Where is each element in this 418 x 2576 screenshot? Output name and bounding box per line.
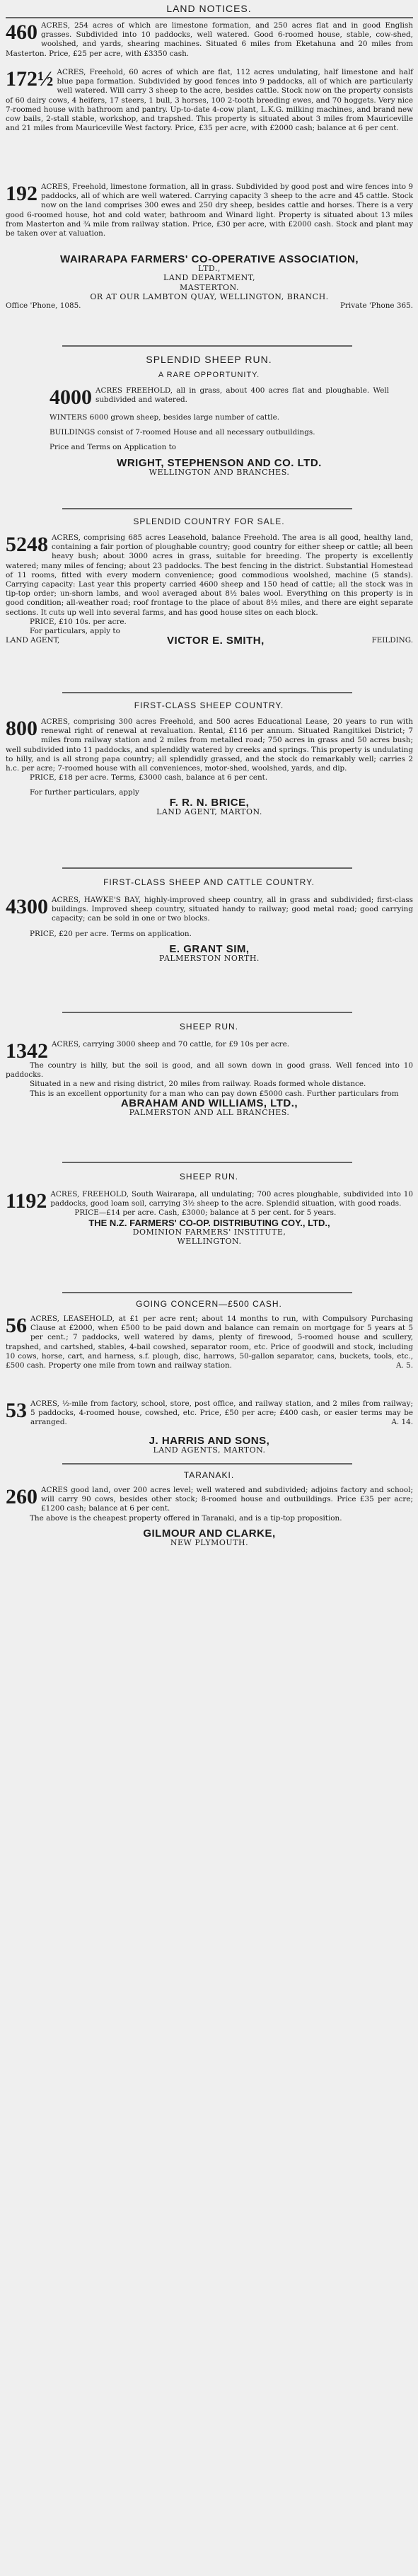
opportunity-line: This is an excellent opportunity for a man who can pay down £5000 cash. Further particulars from: [30, 1089, 399, 1098]
ad-53-acres: [6, 1399, 413, 1428]
town: FEILDING.: [371, 636, 413, 645]
ad-4300-acres: [6, 896, 413, 963]
land-department: LAND DEPARTMENT,: [163, 273, 255, 283]
ad-text: ACRES FREEHOLD, all in grass, about 400 acres flat and ploughable. Well subdivided and watered.: [95, 386, 389, 405]
ad-text: ACRES, Freehold, limestone formation, all in grass. Subdivided by good post and wire fences into 9 paddocks, all of which are well watered. Carrying capacity 3 sheep to the acre and 45 cattle. Stock now on the land comprises 300 ewes and 250 dry sheep, besides cattle and horses. There is a very good 6-roomed house, hot and cold water, bathroom and Winard light. Property is situated about 13 miles from Masterton and ¾ mile from railway station. Price, £30 per acre, with £2000 cash. Stock and plant may be taken over at valuation.: [6, 183, 413, 238]
winters-line: WINTERS 6000 grown sheep, besides large number of cattle.: [50, 413, 280, 422]
firm-name: F. R. N. BRICE,: [169, 796, 250, 809]
section-rule: [62, 692, 352, 693]
firm-ltd: LTD.,: [198, 264, 221, 274]
section-rule: [62, 867, 352, 869]
phone-row: [6, 301, 413, 311]
wairarapa-signature: [6, 255, 413, 311]
price-line: PRICE, £20 per acre. Terms on application.: [30, 929, 192, 938]
acreage-1342: 1342: [6, 1039, 48, 1063]
ad-text: ACRES, 254 acres of which are limestone formation, and 250 acres flat and in good English grasses. Subdivided into 10 paddocks, well watered. Good 6-roomed house, stable, cow-shed, woolshed, and yards, shearing machines. Situated 6 miles from Eketahuna and 20 miles from Masterton. Price, £25 per acre, with £3350 cash.: [6, 21, 413, 58]
ad-text: ACRES, FREEHOLD, South Wairarapa, all undulating; 700 acres ploughable, subdivided into 10 paddocks, good loam soil, carrying 3½ sheep to the acre. Splendid situation, with good roads.: [50, 1190, 413, 1208]
acreage-4300: 4300: [6, 895, 48, 918]
section-rule: [62, 1162, 352, 1163]
agent-label: LAND AGENT,: [6, 636, 60, 645]
ad-5248-acres: [6, 533, 413, 645]
acreage-56: 56: [6, 1314, 27, 1337]
ad-body: ACRES, LEASEHOLD, at £1 per acre rent; about 14 months to run, with Compulsory Purchasing Clause at £2000, when £500 to be paid down and balance can remain on mortgage for 5 years at 5 per cent.; 7 paddocks, well watered by dams, plenty of firewood, 5-roomed house and scullery, trapshed, and cartshed, stables, 4-bail cowshed, separator room, etc. Price of goodwill and stock, including 10 cows, horse, cart, and harness, s.f. plough, disc, harrows, 50-gallon separator, cans, buckets, tools, etc., £500 cash. Property one mile from town and railway station.: [6, 1315, 413, 1370]
particulars-line: For further particulars, apply: [30, 788, 139, 797]
firm-name: GILMOUR AND CLARKE,: [143, 1527, 276, 1540]
section-rule: [62, 1463, 352, 1465]
section-rule: [62, 345, 352, 347]
cheapest-line: The above is the cheapest property offered in Taranaki, and is a tip-top proposition.: [30, 1513, 342, 1523]
section-rule: [62, 1012, 352, 1013]
acreage-192: 192: [6, 182, 37, 205]
ad-text: ACRES, carrying 3000 sheep and 70 cattle, for £9 10s per acre.: [52, 1040, 290, 1049]
ad-text: ACRES, Freehold, 60 acres of which are flat, 112 acres undulating, half limestone and half blue papa formation. Subdivided by good fences into 9 paddocks, all of which are particularly well watered. Will carry 3 sheep to the acre, besides cattle. Stock now on the property consists of 60 dairy cows, 4 heifers, 17 steers, 1 bull, 3 horses, 100 2-tooth breeding ewes, and 70 hoggets. Very nice 7-roomed house with bathroom and pantry. Up-to-date 4-cow plant, L.K.G. milking machines, and brand new cow bails, 2-stall stable, workshop, and trapshed. This property is situated about 3 miles from Mauriceville and 21 miles from Mauriceville West factory. Price, £35 per acre, with £2000 cash; balance at 6 per cent.: [6, 68, 413, 133]
ad-text: ACRES, comprising 300 acres Freehold, and 500 acres Educational Lease, 20 years to run with renewal right of renewal at revaluation. Rental, £116 per annum. Situated Rangitikei District; 7 miles from railway station and 2 miles from metalled road; 750 acres in grass and 50 acres bush; well subdivided into 11 paddocks, and splendidly watered by creeks and springs. This property is undulating to hilly, and is all strong papa country; all splendidly grassed, and the stock do remarkably well; carries 2 h.c. per acre; 7-roomed house with all conveniences, motor-shed, woolshed, yards, and dip.: [6, 717, 413, 773]
acreage-53: 53: [6, 1399, 27, 1422]
town: WELLINGTON AND BRANCHES.: [149, 467, 290, 477]
firm-name: E. GRANT SIM,: [169, 942, 250, 955]
firm-name: J. HARRIS AND SONS,: [149, 1435, 270, 1447]
ad-192-acres: [6, 183, 413, 238]
ad-ref: A. 14.: [391, 1418, 413, 1427]
town: PALMERSTON AND ALL BRANCHES.: [129, 1108, 290, 1118]
header-rule: [6, 17, 413, 18]
section-title: FIRST-CLASS SHEEP COUNTRY.: [134, 700, 284, 710]
ad-text: ACRES, HAWKE'S BAY, highly-improved sheep country, all in grass and subdivided; first-class buildings. Improved sheep country, situated handy to railway; good metal road; good carrying capacity; can be sold in one or two blocks.: [52, 896, 413, 923]
ad-ref: A. 5.: [395, 1361, 413, 1370]
town: WELLINGTON.: [177, 1237, 242, 1247]
harris-signature: [6, 1436, 413, 1455]
branch: OR AT OUR LAMBTON QUAY, WELLINGTON, BRANCH.: [90, 291, 329, 301]
country-line: The country is hilly, but the soil is good, and all sown down in good grass. Well fenced into 10 paddocks.: [6, 1061, 413, 1080]
agent-label: LAND AGENTS, MARTON.: [153, 1445, 266, 1455]
firm-name: VICTOR E. SMITH,: [167, 635, 265, 647]
buildings-line: BUILDINGS consist of 7-roomed House and all necessary outbuildings.: [50, 428, 315, 437]
town: MASTERTON.: [180, 282, 239, 292]
agent-label: LAND AGENT, MARTON.: [156, 807, 262, 816]
ad-text: [6, 1399, 413, 1428]
ad-260-acres: [6, 1486, 413, 1547]
ad-1192-acres: [6, 1190, 413, 1246]
firm-name: WAIRARAPA FARMERS' CO-OPERATIVE ASSOCIATION,: [60, 253, 359, 265]
price-line: PRICE, £18 per acre. Terms, £3000 cash, balance at 6 per cent.: [30, 773, 268, 782]
signature-row: [6, 636, 413, 645]
acreage-5248: 5248: [6, 533, 48, 556]
ad-4000-acres: [50, 386, 389, 477]
ad-text: [6, 1315, 413, 1370]
acreage-4000: 4000: [50, 386, 92, 409]
firm-name: THE N.Z. FARMERS' CO-OP. DISTRIBUTING COY., LTD.,: [88, 1217, 330, 1228]
page-header: LAND NOTICES.: [166, 3, 252, 14]
section-title: SHEEP RUN.: [179, 1022, 239, 1032]
particulars-line: For particulars, apply to: [30, 627, 120, 636]
section-title: TARANAKI.: [183, 1470, 235, 1480]
ad-text: ACRES, comprising 685 acres Leasehold, balance Freehold. The area is all good, healthy land, containing a fair portion of ploughable country; good country for either sheep or cattle; all been heavy bush; about 3000 acres in grass, suitable for breeding. The property is excellently watered; many miles of fencing; about 23 paddocks. The best fencing in the district. Substantial Homestead of 11 rooms, fitted with every modern convenience; good commodious woolshed, machine (5 stands). Carrying capacity: Last year this property carried 4600 sheep and 150 head of cattle; all the stock was in tip-top order; un-shorn lambs, and wool averaged about 8½ bales wool. Everything on this property is in good condition; all-weather road; roof frontage to the place of about 8½ miles, and there are eight separate sections. It cuts up well into several farms, and has good house sites on each block.: [6, 533, 413, 617]
town: PALMERSTON NORTH.: [159, 954, 260, 964]
price-line: PRICE—£14 per acre. Cash, £3000; balance at 5 per cent. for 5 years.: [74, 1208, 337, 1218]
acreage-800: 800: [6, 717, 37, 740]
ad-460-acres: [6, 21, 413, 59]
section-title: GOING CONCERN—£500 CASH.: [136, 1299, 282, 1309]
acreage-260: 260: [6, 1485, 37, 1508]
acreage-1192: 1192: [6, 1189, 47, 1213]
ad-56-acres: [6, 1315, 413, 1370]
ad-text: ACRES good land, over 200 acres level; well watered and subdivided; adjoins factory and school; will carry 90 cows, besides other stock; 8-roomed house and outbuildings. Price £35 per acre; £1200 cash; balance at 6 per cent.: [41, 1486, 413, 1513]
ad-800-acres: [6, 717, 413, 816]
department: DOMINION FARMERS' INSTITUTE,: [132, 1227, 286, 1237]
ad-1342-acres: [6, 1040, 413, 1117]
section-title: SPLENDID COUNTRY FOR SALE.: [133, 516, 285, 526]
town: NEW PLYMOUTH.: [170, 1538, 249, 1548]
situation-line: Situated in a new and rising district, 20 miles from railway. Roads formed whole distance.: [30, 1080, 366, 1089]
private-phone: Private 'Phone 365.: [339, 301, 413, 311]
section-title: FIRST-CLASS SHEEP AND CATTLE COUNTRY.: [103, 877, 315, 887]
office-phone: Office 'Phone, 1085.: [6, 301, 81, 311]
ad-172-acres: [6, 68, 413, 133]
section-rule: [62, 508, 352, 509]
terms-line: Price and Terms on Application to: [50, 443, 177, 452]
section-title: SPLENDID SHEEP RUN.: [146, 354, 272, 365]
firm-name: ABRAHAM AND WILLIAMS, LTD.,: [120, 1097, 298, 1109]
firm-name: WRIGHT, STEPHENSON AND CO. LTD.: [117, 456, 322, 469]
section-subtitle: A RARE OPPORTUNITY.: [158, 371, 260, 379]
ad-body: ACRES, ½-mile from factory, school, store, post office, and railway station, and 2 miles from railway; 5 paddocks, 4-roomed house, cowshed, etc. Price, £50 per acre; £400 cash, or easier terms may be arranged.: [30, 1399, 413, 1427]
acreage-460: 460: [6, 21, 37, 44]
section-rule: [62, 1292, 352, 1293]
section-title: SHEEP RUN.: [179, 1172, 239, 1182]
price-line: PRICE, £10 10s. per acre.: [30, 617, 127, 626]
acreage-172: 172½: [6, 67, 54, 91]
